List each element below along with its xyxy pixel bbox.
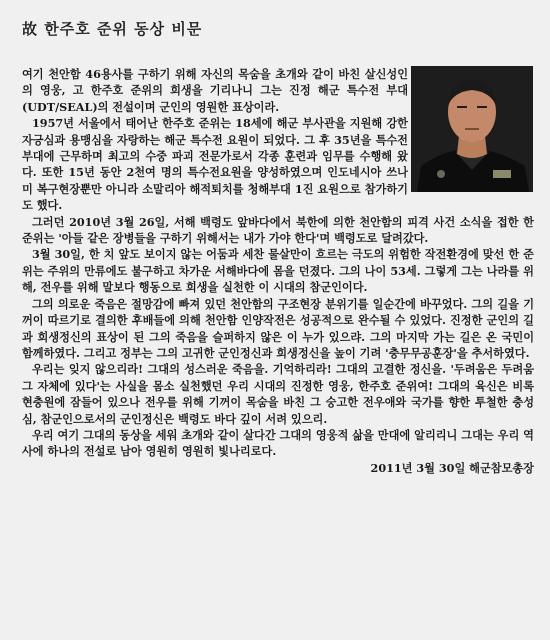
inscription-body xyxy=(22,66,534,476)
paragraph: 그의 의로운 죽음은 절망감에 빠져 있던 천안함의 구조현장 분위기를 일순간에 바꾸었다. 그의 길을 기꺼이 따르기로 결의한 후배들에 의해 천안함 인양작전은 성공적으로 완수될 수 있었다. 진정한 군인의 길과 희생정신의 표상이 된 그의 죽음을 슬퍼하지 않은 이 누가 있으랴. 그의 마지막 가는 길은 온 국민이 함께하였다. 그리고 정부는 그의 고귀한 군인정신과 희생정신을 높이 기려 '충무무공훈장'을 추서하였다. xyxy=(22,296,534,360)
paragraph: 1957년 서울에서 태어난 한주호 준위는 18세에 해군 부사관을 지원해 강한 자긍심과 용맹심을 자랑하는 해군 특수전 요원이 되었다. 그 후 35년을 특수전부대에 근무하며 최고의 수중 파괴 전문가로서 각종 훈련과 임무를 수행해 왔다. 또한 15년 동안 2천여 명의 특수전요원을 양성하였으며 인도네시아 쓰나미 복구현장뿐만 아니라 소말리아 해적퇴치를 청해부대 1진 요원으로 참가하기도 했다. xyxy=(22,116,408,213)
paragraph: 3월 30일, 한 치 앞도 보이지 않는 어둠과 세찬 물살만이 흐르는 극도의 위험한 작전환경에 맞선 한 준위는 주위의 만류에도 불구하고 차가운 서해바다에 몸을 던졌다. 그의 나이 53세. 그렇게 그는 나라를 위해, 전우를 위해 말보다 행동으로 희생을 실천한 이 시대의 참군인이다. xyxy=(22,247,534,295)
paragraph: 그러던 2010년 3월 26일, 서해 백령도 앞바다에서 북한에 의한 천안함의 피격 사건 소식을 접한 한 준위는 '아들 같은 장병들을 구하기 위해서는 내가 가야 한다'며 백령도로 달려갔다. xyxy=(22,214,534,246)
paragraph: 여기 천안함 46용사를 구하기 위해 자신의 목숨을 초개와 같이 바친 살신성인의 영웅, 고 한주호 준위의 희생을 기리나니 그는 진정 해군 특수전 부대(UDT/SEAL)의 전설이며 군인의 영원한 표상이라. xyxy=(22,67,408,114)
paragraph: 우리 여기 그대의 동상을 세워 초개와 같이 살다간 그대의 영웅적 삶을 만대에 알리리니 그대는 우리 역사에 하나의 전설로 남아 영원히 영원히 빛나리로다. xyxy=(22,427,534,459)
signature: 2011년 3월 30일 해군참모총장 xyxy=(370,460,534,475)
photo-spacer xyxy=(408,66,534,200)
paragraph: 우리는 잊지 않으리라! 그대의 성스러운 죽음을. 기억하리라! 그대의 고결한 정신을. '두려움은 두려움 그 자체에 있다'는 사실을 몸소 실천했던 우리 시대의 진정한 영웅, 한주호 준위여! 그대의 육신은 비록 현충원에 잠들어 있으나 전우를 위해 기꺼이 목숨을 바친 그 숭고한 전우애와 국가를 향한 투철한 충성심, 참군인으로서의 군인정신은 백령도 바다 깊이 서려 있으리. xyxy=(22,362,534,426)
page-title: 故 한주호 준위 동상 비문 xyxy=(22,20,203,38)
